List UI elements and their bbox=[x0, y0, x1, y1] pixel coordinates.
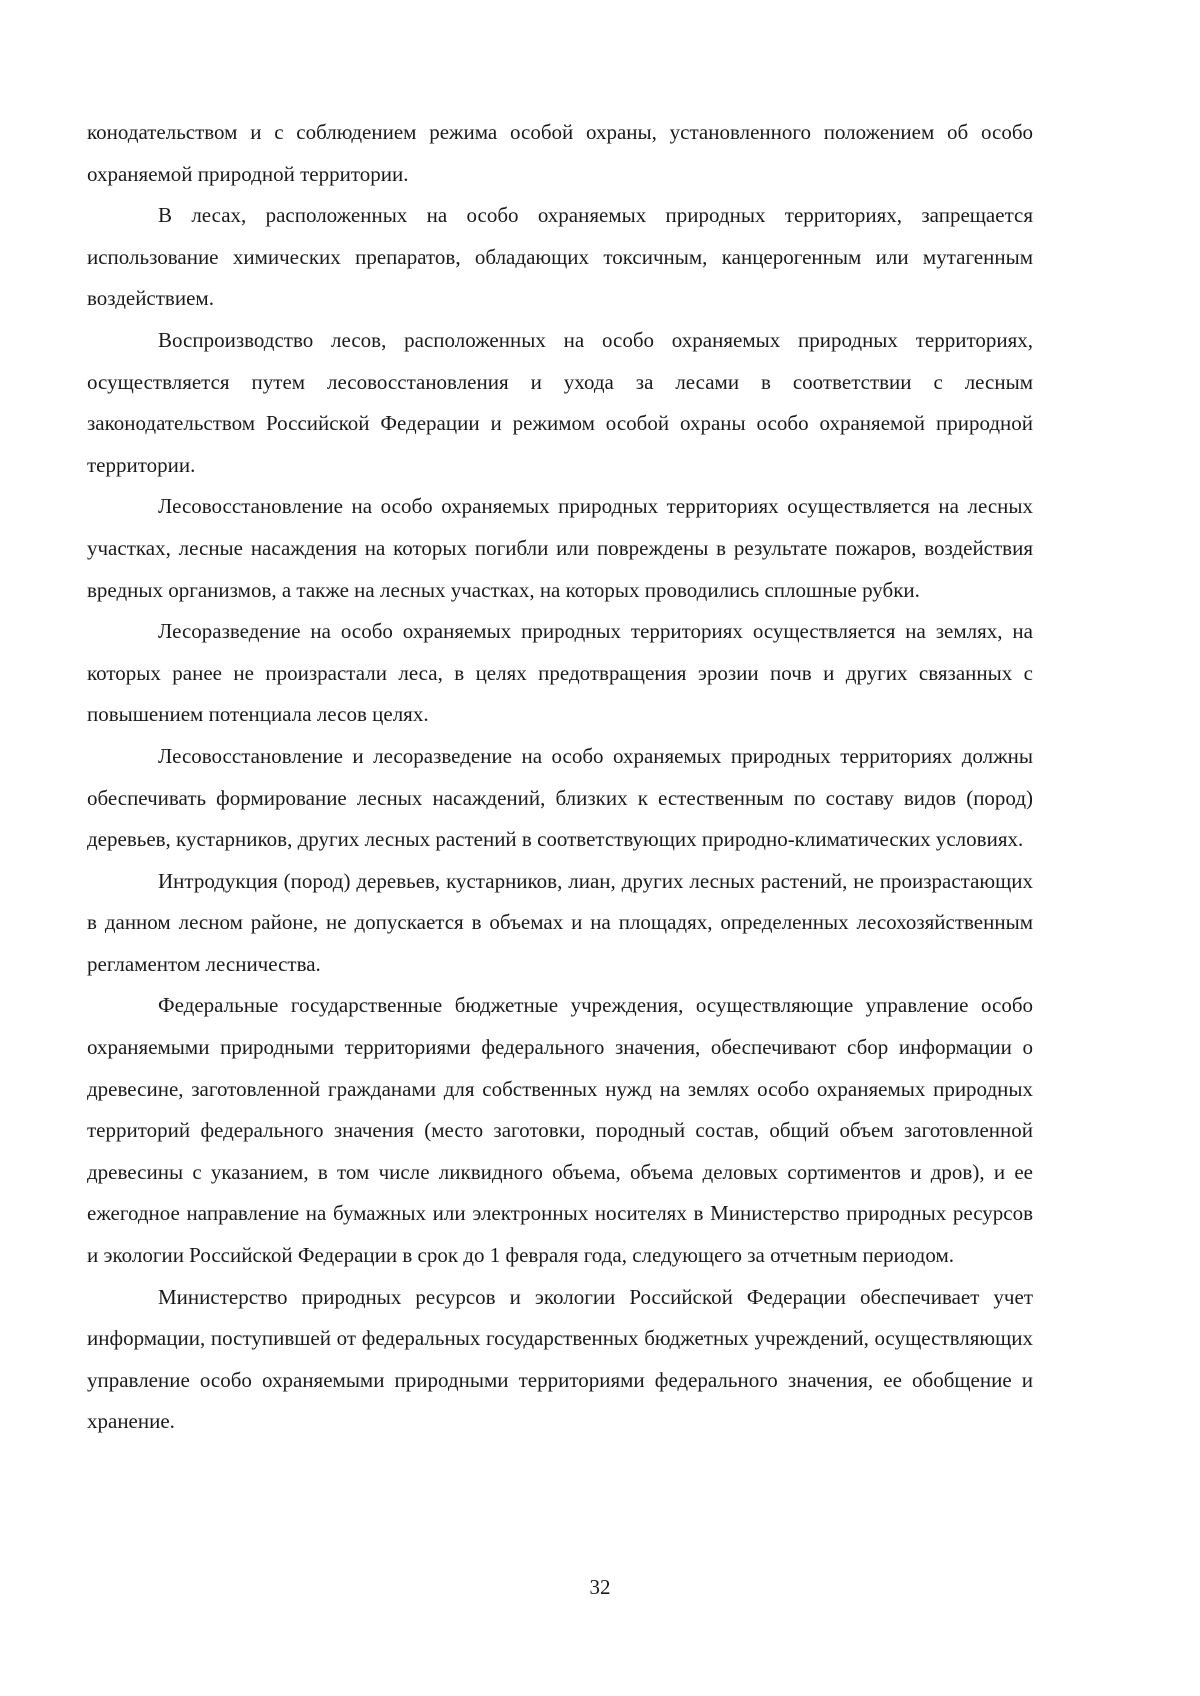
paragraph: Лесоразведение на особо охраняемых природных территориях осуществляется на землях, на которых ранее не произрастали леса, в целях предотвращения эрозии почв и других связанных с повышением потенциала лесов целях. bbox=[87, 619, 1033, 727]
paragraph: конодательством и с соблюдением режима особой охраны, установленного положением об особо охраняемой природной территории. bbox=[87, 120, 1033, 186]
paragraph: Интродукция (пород) деревьев, кустарников, лиан, других лесных растений, не произрастающих в данном лесном районе, не допускается в объемах и на площадях, определенных лесохозяйственным регламентом лесничества. bbox=[87, 868, 1033, 976]
page-number: 32 bbox=[589, 1575, 611, 1599]
paragraph: Лесовосстановление на особо охраняемых природных территориях осуществляется на лесных участках, лесные насаждения на которых погибли или повреждены в результате пожаров, воздействия вредных организмов, а также на лесных участках, на которых проводились сплошные рубки. bbox=[87, 494, 1033, 602]
paragraph: В лесах, расположенных на особо охраняемых природных территориях, запрещается использование химических препаратов, обладающих токсичным, канцерогенным или мутагенным воздействием. bbox=[87, 203, 1033, 311]
paragraph: Министерство природных ресурсов и экологии Российской Федерации обеспечивает учет информации, поступившей от федеральных государственных бюджетных учреждений, осуществляющих управление особо охраняемыми природными территориями федерального значения, ее обобщение и хранение. bbox=[87, 1284, 1033, 1434]
paragraph: Федеральные государственные бюджетные учреждения, осуществляющие управление особо охраняемыми природными территориями федерального значения, обеспечивают сбор информации о древесине, заготовленной гражданами для собственных нужд на землях особо охраняемых природных территорий федерального значения (место заготовки, породный состав, общий объем заготовленной древесины с указанием, в том числе ликвидного объема, объема деловых сортиментов и дров), и ее ежегодное направление на бумажных или электронных носителях в Министерство природных ресурсов и экологии Российской Федерации в срок до 1 февраля года, следующего за отчетным периодом. bbox=[87, 993, 1033, 1268]
body-text bbox=[87, 112, 1033, 1443]
paragraph: Воспроизводство лесов, расположенных на особо охраняемых природных территориях, осуществляется путем лесовосстановления и ухода за лесами в соответствии с лесным законодательством Российской Федерации и режимом особой охраны особо охраняемой природной территории. bbox=[87, 327, 1033, 477]
paragraph: Лесовосстановление и лесоразведение на особо охраняемых природных территориях должны обеспечивать формирование лесных насаждений, близких к естественным по составу видов (пород) деревьев, кустарников, других лесных растений в соответствующих природно-климатических условиях. bbox=[87, 743, 1033, 852]
